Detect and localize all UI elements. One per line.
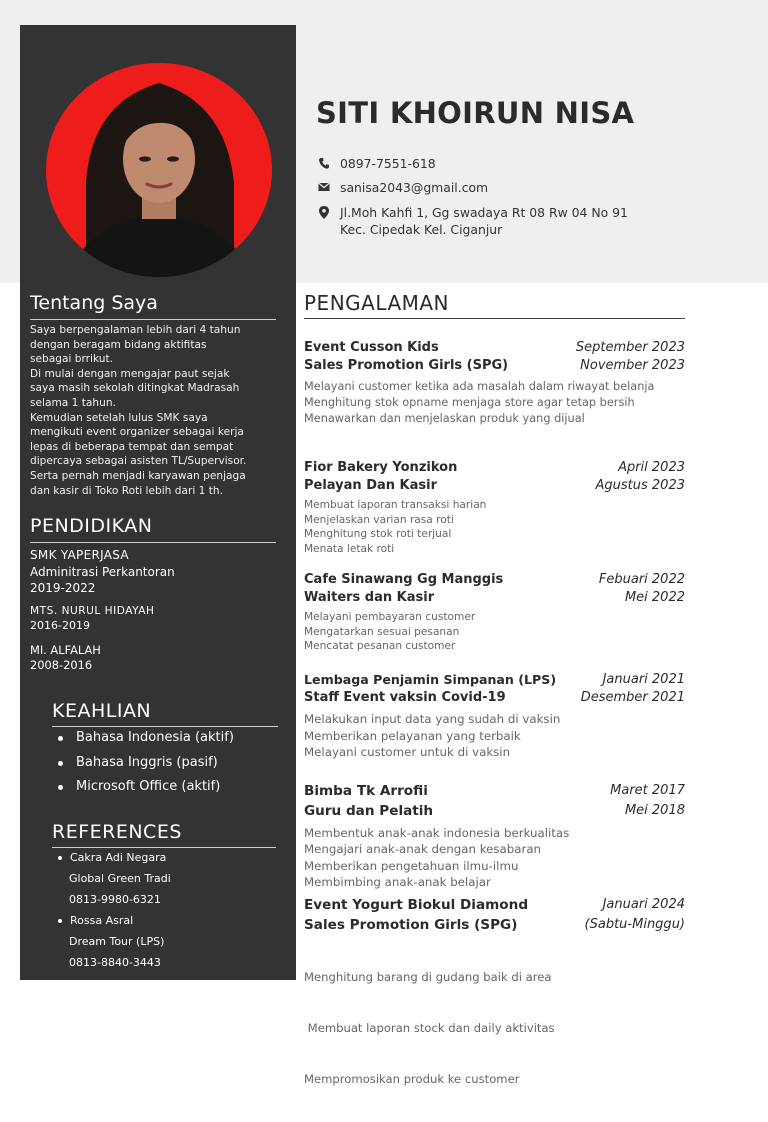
about-line: selama 1 tahun. [30, 396, 116, 409]
experience-duty: Mempromosikan produk ke customer [304, 1072, 520, 1086]
experience-role: Sales Promotion Girls (SPG) [304, 358, 509, 373]
reference-phone-1: 0813-9980-6321 [69, 893, 161, 906]
about-line: lepas di beberapa tempat dan sempat [30, 440, 234, 453]
about-line: dipercaya sebagai asisten TL/Supervisor. [30, 455, 247, 468]
email-contact [318, 179, 488, 196]
experience-duty: Melakukan input data yang sudah di vaksin [304, 712, 561, 726]
bullet-icon [58, 919, 62, 923]
experience-start-date: Maret 2017 [610, 783, 685, 798]
references-divider [52, 847, 276, 848]
address-line-2: Kec. Cipedak Kel. Ciganjur [340, 222, 503, 237]
address-line-1: Jl.Moh Kahfi 1, Gg swadaya Rt 08 Rw 04 No 91 [340, 205, 628, 220]
experience-end-date: (Sabtu-Minggu) [584, 917, 685, 932]
about-line: saya masih sekolah ditingkat Madrasah [30, 382, 240, 395]
bullet-icon [58, 761, 63, 766]
experience-duty: Memberikan pengetahuan ilmu-ilmu [304, 858, 519, 873]
experience-duty: Membuat laporan transaksi harian [304, 499, 487, 511]
reference-phone-2: 0813-8840-3443 [69, 956, 161, 969]
skill-item: Bahasa Inggris (pasif) [76, 755, 218, 770]
bullet-icon [58, 785, 63, 790]
phone-number: 0897-7551-618 [340, 156, 436, 171]
experience-duty: Menawarkan dan menjelaskan produk yang dijual [304, 412, 585, 425]
education-divider [30, 542, 276, 543]
experience-entry [304, 672, 685, 761]
experience-role: Staff Event vaksin Covid-19 [304, 690, 506, 705]
about-line: dan kasir di Toko Roti lebih dari 1 th. [30, 484, 223, 497]
reference-name-1: Cakra Adi Negara [70, 851, 166, 864]
reference-company-2: Dream Tour (LPS) [69, 935, 165, 948]
experience-role: Waiters dan Kasir [304, 590, 435, 605]
about-line: Kemudian setelah lulus SMK saya [30, 411, 208, 424]
experience-end-date: Agustus 2023 [595, 478, 685, 493]
experience-duty: Menghitung stok opname menjaga store agar tetap bersih [304, 396, 635, 409]
phone-icon [318, 156, 330, 170]
experience-entry [304, 897, 685, 1122]
experience-duty: Mengajari anak-anak dengan kesabaran [304, 842, 542, 857]
education-years-3: 2008-2016 [30, 658, 93, 672]
map-pin-icon [318, 205, 330, 219]
about-text [30, 323, 246, 498]
about-line: dengan beragam bidang aktifitas [30, 338, 207, 351]
experience-entry [304, 460, 685, 556]
about-heading: Tentang Saya [30, 292, 158, 314]
experience-duty: Membuat laporan stock dan daily aktivitas [304, 1021, 555, 1035]
full-name: SITI KHOIRUN NISA [316, 96, 635, 130]
about-line: sebagai brrikut. [30, 353, 114, 366]
experience-duty: Mengatarkan sesuai pesanan [304, 625, 460, 638]
experience-company: Fior Bakery Yonzikon [304, 460, 458, 475]
experience-duty: Memberikan pelayanan yang terbaik [304, 728, 521, 743]
envelope-icon [318, 180, 330, 194]
skills-divider [52, 726, 278, 727]
education-school-3: MI. ALFALAH [30, 643, 101, 657]
experience-start-date: September 2023 [575, 340, 685, 355]
experience-company: Bimba Tk Arrofii [304, 783, 428, 799]
experience-role: Sales Promotion Girls (SPG) [304, 917, 518, 933]
reference-company-1: Global Green Tradi [69, 872, 171, 885]
experience-duty: Melayani customer ketika ada masalah dalam riwayat belanja [304, 380, 655, 393]
education-school-1: SMK YAPERJASA [30, 548, 129, 562]
experience-start-date: Januari 2021 [602, 672, 685, 687]
experience-company: Lembaga Penjamin Simpanan (LPS) [304, 672, 557, 687]
experience-duty: Menghitung barang di gudang baik di area [304, 970, 552, 984]
experience-end-date: Desember 2021 [580, 690, 685, 705]
education-heading: PENDIDIKAN [30, 515, 153, 537]
experience-start-date: Febuari 2022 [598, 572, 685, 587]
about-line: mengikuti event organizer sebagai kerja [30, 426, 244, 439]
experience-start-date: April 2023 [618, 460, 685, 475]
experience-duty: Menjelaskan varian rasa roti [304, 513, 454, 526]
education-school-2: MTS. NURUL HIDAYAH [30, 605, 155, 617]
bullet-icon [58, 736, 63, 741]
experience-divider [304, 318, 685, 319]
experience-duty: Mencatat pesanan customer [304, 640, 456, 653]
reference-name-2: Rossa Asral [70, 914, 133, 927]
experience-role: Guru dan Pelatih [304, 803, 434, 819]
experience-end-date: Mei 2018 [624, 803, 685, 818]
experience-role: Pelayan Dan Kasir [304, 478, 437, 493]
experience-entry [304, 572, 685, 654]
experience-heading: PENGALAMAN [304, 291, 450, 315]
experience-company: Event Cusson Kids [304, 340, 439, 355]
experience-company: Event Yogurt Biokul Diamond [304, 897, 529, 913]
skill-item: Microsoft Office (aktif) [76, 779, 220, 794]
experience-entry [304, 340, 685, 427]
experience-duty: Melayani pembayaran customer [304, 611, 476, 623]
about-divider [30, 319, 276, 320]
experience-duty: Membentuk anak-anak indonesia berkualitas [304, 826, 570, 840]
profile-photo [46, 63, 272, 277]
education-years-2: 2016-2019 [30, 619, 90, 632]
experience-end-date: November 2023 [580, 358, 685, 373]
education-major-1: Adminitrasi Perkantoran [30, 565, 175, 579]
about-line: Di mulai dengan mengajar paut sejak [30, 367, 230, 380]
experience-duty: Menghitung stok roti terjual [304, 528, 452, 541]
experience-duty: Melayani customer untuk di vaksin [304, 745, 511, 759]
references-heading: REFERENCES [52, 821, 182, 843]
bullet-icon [58, 856, 62, 860]
phone-contact [318, 155, 436, 172]
experience-start-date: Januari 2024 [602, 897, 685, 912]
education-years-1: 2019-2022 [30, 581, 96, 595]
experience-company: Cafe Sinawang Gg Manggis [304, 572, 504, 587]
experience-entry [304, 783, 685, 891]
experience-duty: Menata letak roti [304, 542, 395, 555]
email-address: sanisa2043@gmail.com [340, 180, 489, 195]
address-contact [318, 204, 628, 238]
skills-heading: KEAHLIAN [52, 700, 152, 722]
about-line: Serta pernah menjadi karyawan penjaga [30, 469, 246, 482]
about-line: Saya berpengalaman lebih dari 4 tahun [30, 324, 241, 336]
skill-item: Bahasa Indonesia (aktif) [76, 730, 234, 745]
experience-end-date: Mei 2022 [624, 590, 685, 605]
experience-duty: Membimbing anak-anak belajar [304, 875, 491, 890]
